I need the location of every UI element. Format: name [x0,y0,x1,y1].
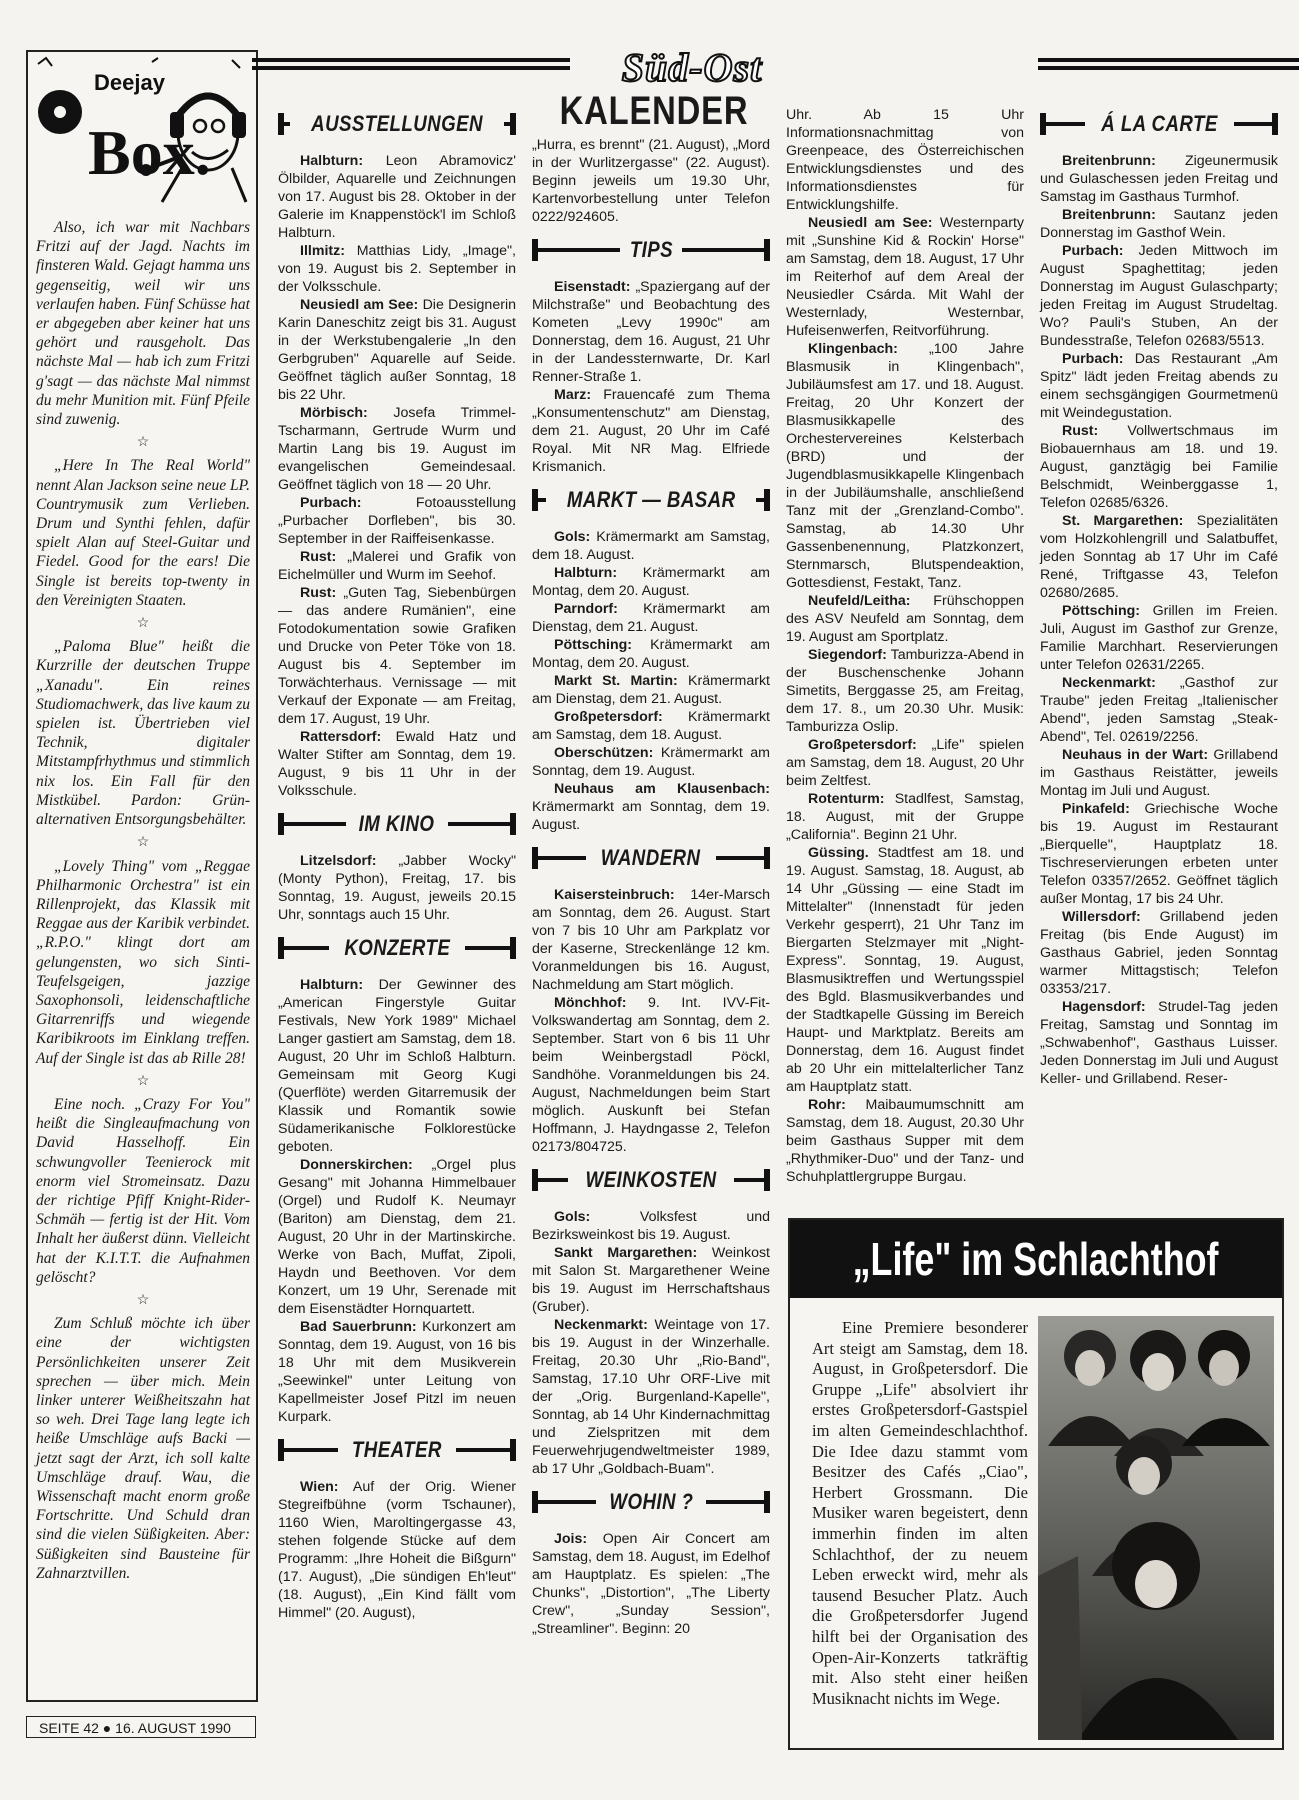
deejay-paragraph: Zum Schluß möchte ich über eine der wichtigsten Persönlichkeiten unserer Zeit sprechen — über mich. Mein linker unterer Weißheitszahn hat so weh. Drei Tage lang legte ich heiße Umschläge aufs Backi — jetzt sagt der Arzt, ich soll kalte Umschläge drauf. Wau, die Wissenschaft macht enorm große Fortschritte. Und Schuld dran sind die vielen Süßigkeiten. Aber: Süßigkeiten sind Bausteine für Zahnarztvillen. [36,1315,250,1582]
listing-text: Krämermarkt am Samstag, dem 18. August. [532,529,770,563]
section-title: THEATER [352,1437,442,1462]
listing-place: Großpetersdorf: [554,709,663,725]
listing-place: Bad Sauerbrunn: [300,1319,417,1335]
listing-entry [278,494,516,548]
listing-text: Spezialitäten vom Holzkohlengrill und Salatbuffet, jeden Sonntag ab 17 Uhr im Café René, Triftgasse 43, Telefon 02680/2685. [1040,513,1278,601]
listing-text: „Spaziergang auf der Milchstraße" und Beobachtung des Kometen „Levy 1990c" am Donnerstag, dem 16. August, 21 Uhr in der Landessternwarte, Dr. Karl Renner-Straße 1. [532,279,770,385]
listing-text: Weintage von 17. bis 19. August in der Winzerhalle. Freitag, 20.30 Uhr „Rio-Band", Samstag, 17.10 Uhr ORF-Live mit der „Orig. Burgenland-Kapelle", Sonntag, ab 14 Uhr Kindernachmittag und Zielspritzen mit dem Feuerwehrjugendweltmeister 1989, ab 17 Uhr „Goldbach-Buam". [532,1317,770,1477]
continued-text: Uhr. Ab 15 Uhr Informationsnachmittag von Greenpeace, des Österreichischen Entwicklungsdienstes und des Informationsdienstes für Entwicklungshilfe. [786,107,1024,213]
listing-entry [786,1096,1024,1186]
listing-place: Pöttsching: [554,637,633,653]
listing-entry [278,296,516,404]
listing-place: Mörbisch: [300,405,368,421]
listing-text: „Life" spielen am Samstag, dem 18. August, 20 Uhr beim Zeltfest. [786,737,1024,789]
section-events [786,214,1024,1186]
listing-text: 14er-Marsch am Sonntag, dem 26. August. Start von 7 bis 10 Uhr am Parkplatz vor der Kaserne, Streckenlänge 12 km. Voranmeldungen bis 16. August, Nachmeldung am Start möglich. [532,887,770,993]
section-title: WANDERN [601,845,701,870]
listing-text: Krämermarkt am Dienstag, dem 21. August. [532,673,770,707]
listing-place: Neckenmarkt: [554,1317,648,1333]
listing-place: St. Margarethen: [1062,513,1184,529]
listing-place: Siegendorf: [808,647,887,663]
listing-entry [278,548,516,584]
listing-entry [532,708,770,744]
listing-entry [1040,908,1278,998]
listing-place: Purbach: [1062,351,1124,367]
listing-place: Breitenbrunn: [1062,207,1156,223]
listing-place: Gols: [554,529,591,545]
section-header [532,1484,770,1520]
listing-text: Josefa Trimmel-Tscharmann, Gertrude Wurm und Martin Lang bis 19. August im evangelischen Gemeindesaal. Geöffnet täglich von 18 — 20 Uhr. [278,405,516,493]
listing-place: Hagensdorf: [1062,999,1146,1015]
listing-text: Griechische Woche bis 19. August im Restaurant „Bierquelle", Hauptplatz 18. Tischreservierungen erbeten unter Telefon 03357/2652. Geöffnet täglich außer Montag, 17 bis 24 Uhr. [1040,801,1278,907]
listing-entry [532,528,770,564]
listing-text: Leon Abramovicz' Ölbilder, Aquarelle und Zeichnungen von 17. August bis 28. Oktober in der Galerie im Knappenstöck'l im Schloß Halbturn. [278,153,516,241]
listing-place: Breitenbrunn: [1062,153,1156,169]
listing-entry [532,1208,770,1244]
listing-place: Sankt Margarethen: [554,1245,698,1261]
listing-entry [278,584,516,728]
listing-place: Rust: [300,549,337,565]
listing-text: „Malerei und Grafik von Eichelmüller und Wurm im Seehof. [278,549,516,583]
star-icon: ☆ [136,435,150,451]
listing-text: Krämermarkt am Sonntag, dem 19. August. [532,799,770,833]
listing-place: Marz: [554,387,592,403]
section-header [532,1162,770,1198]
listing-entry [532,636,770,672]
listing-entry [532,278,770,386]
listing-entry [1040,998,1278,1088]
listing-text: Sautanz jeden Donnerstag im Gasthof Wein. [1040,207,1278,241]
deejay-paragraph: Also, ich war mit Nachbars Fritzi auf der Jagd. Nachts im finsteren Wald. Gejagt hamma uns gegenseitig, weil wir uns verlaufen haben. Fünf Schüsse hat er abgegeben aber keiner hat uns gehört und rausgeholt. Das nächste Mal — hab ich zum Fritzi g'sagt — das nächste Mal nimmst du mehr Munition mit. Fünf Pfeile sind zuwenig. [36,219,250,429]
listing-text: Volksfest und Bezirksweinkost bis 19. August. [532,1209,770,1243]
section-header [532,482,770,518]
listing-text: Maibaumumschnitt am Samstag, dem 18. August, 20.30 Uhr beim Gasthaus Supper mit dem „Rhythmiker-Duo" und der Tanz- und Schuhplattlergruppe Burgau. [786,1097,1024,1185]
listing-place: Großpetersdorf: [808,737,917,753]
listing-entry [786,844,1024,1096]
section-title: WEINKOSTEN [585,1167,717,1192]
listing-entry [786,592,1024,646]
listing-text: Krämermarkt am Montag, dem 20. August. [532,565,770,599]
listing-entry [532,564,770,600]
feature-title [790,1220,1282,1298]
page-footer: SEITE 42 ● 16. AUGUST 1990 [26,1716,256,1738]
section-ausstellungen [278,152,516,800]
section-wandern [532,886,770,1156]
listing-place: Kaisersteinbruch: [554,887,675,903]
listing-place: Purbach: [300,495,362,511]
listing-text: Krämermarkt am Dienstag, dem 21. August. [532,601,770,635]
section-wohin [532,1530,770,1638]
listing-entry [1040,674,1278,746]
listing-entry [786,736,1024,790]
listing-place: Willersdorf: [1062,909,1141,925]
listing-text: Fotoausstellung „Purbacher Dorfleben", bis 30. September in der Raiffeisenkasse. [278,495,516,547]
listing-place: Halbturn: [300,977,364,993]
listing-place: Oberschützen: [554,745,654,761]
column-2 [278,100,516,1622]
listing-entry [278,1156,516,1318]
listing-entry [278,404,516,494]
section-markt [532,528,770,834]
listing-text: Stadlfest, Samstag, 18. August, mit der Gruppe „California". Beginn 21 Uhr. [786,791,1024,843]
listing-text: Der Gewinner des „American Fingerstyle Guitar Festivals, New York 1989" Michael Langer gastiert am Samstag, dem 18. August, 20 Uhr im Schloß Halbturn. Gemeinsam mit Georg Kugi (Querflöte) werden Gitarremusik der Klassik und Romantik sowie Südamerikanische Folklorestücke geboten. [278,977,516,1155]
listing-entry [532,1530,770,1638]
kalender-title-bottom: KALENDER [559,89,749,133]
listing-place: Rust: [300,585,337,601]
logo-word-box: Box. [88,117,211,188]
listing-text: „100 Jahre Blasmusik in Klingenbach", Jubiläumsfest am 17. und 18. August. Freitag, 20 Uhr Konzert der Blasmusikkapelle des Orchestervereines Kelsterbach (BRD) und der Jugendblasmusikkapelle Klingenbach in der Jubiläumshalle, anschließend Tanz mit der „Grenzland-Combo". Samstag, ab 14.30 Uhr Gassenbenennung, Platzkonzert, Sternmarsch, Blutspendeaktion, Gottesdienst, Festakt, Tanz. [786,341,1024,591]
deejay-text [36,218,250,1583]
section-title: Á LA CARTE [1100,111,1218,136]
listing-place: Güssing. [808,845,869,861]
feature-box [788,1218,1284,1750]
feature-text [812,1318,1028,1709]
listing-entry [1040,602,1278,674]
listing-place: Wien: [300,1479,339,1495]
section-header [278,806,516,842]
section-weinkosten [532,1208,770,1478]
listing-place: Neuhaus in der Wart: [1062,747,1209,763]
listing-entry [532,1244,770,1316]
column-3 [532,136,770,1638]
listing-entry [1040,512,1278,602]
section-header [532,840,770,876]
deejay-paragraph: „Here In The Real World" nennt Alan Jackson seine neue LP. Countrymusik zum Verlieben. Drum und Synthi fehlen, dafür spielt Alan auf Steel-Guitar und Fiedel. Good for the ears! Die Single ist bereits top-twenty in den Vereinigten Staaten. [36,457,250,609]
section-header [278,1432,516,1468]
listing-place: Klingenbach: [808,341,898,357]
listing-text: „Orgel plus Gesang" mit Johanna Himmelbauer (Orgel) und Rudolf K. Neumayr (Bariton) am Dienstag, dem 21. August, 20 Uhr in der Martinskirche. Werke von Bach, Muffat, Zipoli, Haydn und Beethoven. Vor dem Konzert, um 19 Uhr, Serenade mit dem Eisenstädter Hornquartett. [278,1157,516,1317]
listing-entry [786,646,1024,736]
column-4 [786,106,1024,1186]
listing-text: Tamburizza-Abend in der Buschenschenke Johann Simetits, Berggasse 25, am Freitag, dem 17. 8., um 20.30 Uhr. Musik: Tamburizza Oslip. [786,647,1024,735]
listing-place: Neckenmarkt: [1062,675,1156,691]
listing-text: Grillen im Freien. Juli, August im Gasthof zur Grenze, Familie Marchhart. Reservierungen unter Telefon 02631/2265. [1040,603,1278,673]
listing-place: Mönchhof: [554,995,627,1011]
listing-place: Purbach: [1062,243,1124,259]
listing-place: Neuhaus am Klausenbach: [554,781,770,797]
listing-entry [532,780,770,834]
listing-entry [786,340,1024,592]
listing-place: Halbturn: [300,153,364,169]
listing-text: Auf der Orig. Wiener Stegreifbühne (vorm Tschauner), 1160 Wien, Maroltingergasse 43, stehen folgende Stücke auf dem Programm: „Ihre Hoheit die Bißgurn" (17. August), „Die sündigen Eh'leut" (18. August), „Ein Kind fällt vom Himmel" (20. August), [278,1479,516,1621]
listing-entry [532,744,770,780]
section-header [1040,106,1278,142]
star-icon: ☆ [136,1073,150,1089]
section-kino [278,852,516,924]
listing-place: Neusiedl am See: [300,297,419,313]
listing-entry [278,1318,516,1426]
listing-text: Westernparty mit „Sunshine Kid & Rockin' Horse" am Samstag, dem 18. August, 17 Uhr im Reiterhof auf dem Areal der Neusiedler Csárda. Mit Wahl der Westernlady, Westernbar, Hufeisenwerfen, Reitvorführung. [786,215,1024,339]
listing-text: Strudel-Tag jeden Freitag, Samstag und Sonntag im „Schwabenhof", Gasthaus Luisser. Jeden Donnerstag im Juli und August Keller- und Grillabend. Reser- [1040,999,1278,1087]
deejay-paragraph: „Lovely Thing" vom „Reggae Philharmonic Orchestra" ist ein Rillenprojekt, das Klassik mit Reggae aus der Karibik verbindet. „R.P.O." klingt dort am gelungensten, wo sich Sinti-Teufelsgeigen, jazzige Saxophonsoli, leidenschaftliche Gitarrenriffs und wiegende Karibikroots im Einklang treffen. Auf der Single ist das ab Rille 28! [36,857,250,1067]
listing-text: Krämermarkt am Montag, dem 20. August. [532,637,770,671]
listing-place: Rohr: [808,1097,846,1113]
star-icon: ☆ [136,616,150,632]
listing-entry [1040,422,1278,512]
listing-entry [532,600,770,636]
listing-place: Litzelsdorf: [300,853,377,869]
section-title: MARKT — BASAR [566,487,736,512]
listing-text: Matthias Lidy, „Image", von 19. August bis 2. September in der Volksschule. [278,243,516,295]
listing-place: Neufeld/Leitha: [808,593,911,609]
listing-entry [532,1316,770,1478]
listing-entry [1040,350,1278,422]
feature-paragraph: Eine Premiere besonderer Art steigt am Samstag, dem 18. August, in Großpetersdorf. Die Gruppe „Life" absolviert ihr erstes Großpetersdorf-Gastspiel im alten Gemeindeschlachthof. Die Idee dazu stammt vom Besitzer des Cafés „Ciao", Herbert Grossmann. Die Musiker waren begeistert, denn immerhin finden im alten Schlachthof, der zu neuem Leben erweckt wird, mehr als tausend Besucher Platz. Auch die Großpetersdorfer Jugend hilft bei der Organisation des Open-Air-Konzerts tatkräftig mit. Also steht einer heißen Musiknacht nichts im Wege. [812,1318,1028,1708]
listing-text: „Gasthof zur Traube" jeden Freitag „Italienischer Abend", jeden Samstag „Steak-Abend", Tel. 02619/2256. [1040,675,1278,745]
listing-place: Pinkafeld: [1062,801,1130,817]
logo-word-deejay: Deejay [94,70,165,95]
listing-text: Jeden Mittwoch im August Spaghettitag; jeden Donnerstag im August Gulaschparty; jeden Freitag im August Strudeltag. Wo? Pauli's Stuben, An der Bundesstraße, Telefon 02683/5513. [1040,243,1278,349]
listing-entry [278,1478,516,1622]
feature-title-text: „Life" im Schlachthof [853,1233,1219,1285]
section-theater [278,1478,516,1622]
deejay-paragraph: Eine noch. „Crazy For You" heißt die Singleaufmachung von David Hasselhoff. Ein schwungvoller Teenierock mit enorm viel Stromeinsatz. Dazu der richtige Pfiff Knight-Rider-Schmäh — fertig ist der Hit. Vom Inhalt her äußerst dünn. Vielleicht hat der K.I.T.T. die Aufnahmen gelöscht? [36,1095,250,1286]
listing-text: „Jabber Wocky" (Monty Python), Freitag, 17. bis Sonntag, 19. August, jeweils 20.15 Uhr, sonntags auch 15 Uhr. [278,853,516,923]
star-icon: ☆ [136,835,150,851]
listing-place: Donnerskirchen: [300,1157,413,1173]
band-photo [1038,1316,1274,1740]
listing-entry [278,728,516,800]
listing-entry [532,672,770,708]
deejay-box [26,50,258,1702]
continued-text: „Hurra, es brennt" (21. August), „Mord in der Wurlitzergasse" (22. August). Beginn jeweils um 19.30 Uhr, Kartenvorbestellung unter Telefon 0222/924605. [532,137,770,225]
listing-place: Rattersdorf: [300,729,382,745]
listing-place: Markt St. Martin: [554,673,678,689]
listing-text: Krämermarkt am Samstag, dem 18. August. [532,709,770,743]
listing-entry [1040,242,1278,350]
listing-entry [786,214,1024,340]
section-header [278,106,516,142]
listing-entry [786,790,1024,844]
listing-text: Das Restaurant „Am Spitz" lädt jeden Freitag abends zu einem sechsgängigen Gourmetmenü mit Weindegustation. [1040,351,1278,421]
listing-place: Rotenturm: [808,791,885,807]
listing-place: Halbturn: [554,565,618,581]
deejay-paragraph: „Paloma Blue" heißt die Kurzrille der deutschen Truppe „Xanadu". Ein reines Studiomachwerk, das live kaum zu spielen ist. Übertrieben viel Technik, digitaler Mitstampfrhythmus und stimmlich nix los. Ein Fall für den Mistkübel. Pardon: Grün-alternativen Entsorgungsbehälter. [36,638,250,829]
listing-entry [1040,746,1278,800]
listing-entry [278,852,516,924]
section-tips [532,278,770,476]
listing-place: Illmitz: [300,243,345,259]
listing-text: Grillabend jeden Freitag (bis Ende August) im Gasthaus Gabriel, jeden Sonntag warmer Mittagstisch; Telefon 03353/217. [1040,909,1278,997]
listing-text: „Guten Tag, Siebenbürgen — das andere Rumänien", eine Fotodokumentation sowie Grafiken und Drucke von Peter Töke von 18. August bis 4. September im Torwächterhaus. Vernissage — mit Verkauf der Exponate — am Freitag, dem 17. August, 19 Uhr. [278,585,516,727]
listing-text: Zigeunermusik und Gulaschessen jeden Freitag und Samstag im Gasthaus Turmhof. [1040,153,1278,205]
column-5 [1040,100,1278,1088]
listing-text: Frauencafé zum Thema „Konsumentenschutz" am Dienstag, dem 21. August, 20 Uhr im Café Royal. Mit NR Mag. Elfriede Krismanich. [532,387,770,475]
listing-place: Rust: [1062,423,1099,439]
listing-entry [278,976,516,1156]
section-title: AUSSTELLUNGEN [311,111,483,136]
section-title: IM KINO [359,811,435,836]
listing-place: Eisenstadt: [554,279,631,295]
listing-text: Weinkost mit Salon St. Margarethener Weine bis 19. August im Herrschaftshaus (Gruber). [532,1245,770,1315]
listing-entry [532,886,770,994]
listing-text: Frühschoppen des ASV Neufeld am Sonntag, dem 19. August am Sportplatz. [786,593,1024,645]
section-title: KONZERTE [344,935,450,960]
section-header [278,930,516,966]
listing-text: Grillabend im Gasthaus Reistätter, jeweils Montag im Juli und August. [1040,747,1278,799]
section-title: TIPS [629,237,673,262]
listing-entry [1040,800,1278,908]
section-header [532,232,770,268]
listing-place: Gols: [554,1209,591,1225]
listing-text: Open Air Concert am Samstag, dem 18. August, im Edelhof am Hauptplatz. Es spielen: „The Chunks", „Distortion", „The Liberty Crew", „Sunday Session", „Streamliner". Beginn: 20 [532,1531,770,1637]
listing-place: Jois: [554,1531,588,1547]
kalender-title-top: Süd-Ost [621,45,763,90]
listing-entry [278,152,516,242]
listing-place: Pöttsching: [1062,603,1141,619]
listing-text: Die Designerin Karin Daneschitz zeigt bis 31. August in der Werkstubengalerie „In den Gerbgruben" Aquarelle auf Seide. Geöffnet täglich außer Sonntag, 18 bis 22 Uhr. [278,297,516,403]
listing-text: Vollwertschmaus im Biobauernhaus am 18. und 19. August, ganztägig bei Familie Belschmidt, Weinberggasse 1, Telefon 02685/6326. [1040,423,1278,511]
listing-text: Ewald Hatz und Walter Stifter am Sonntag, dem 19. August, 9 bis 11 Uhr in der Volksschule. [278,729,516,799]
listing-entry [1040,152,1278,206]
listing-place: Parndorf: [554,601,618,617]
listing-text: 9. Int. IVV-Fit-Volkswandertag am Sonntag, dem 2. September. Start von 6 bis 11 Uhr beim Weinbergstadl Pöckl, Sandhöhe. Voranmeldungen bis 24. August, Nachmeldungen beim Start möglich. Auskunft bei Stefan Hoffmann, J. Haydngasse 2, Telefon 02173/804725. [532,995,770,1155]
listing-place: Neusiedl am See: [808,215,933,231]
listing-entry [278,242,516,296]
deejay-logo [32,56,252,204]
listing-entry [532,386,770,476]
listing-entry [532,994,770,1156]
listing-text: Kurkonzert am Sonntag, dem 19. August, von 16 bis 18 Uhr mit dem Musikverein „Seewinkel" unter Leitung von Kapellmeister Josef Pitzl im neuen Kurpark. [278,1319,516,1425]
star-icon: ☆ [136,1292,150,1308]
section-a-la-carte [1040,152,1278,1088]
listing-text: Krämermarkt am Sonntag, dem 19. August. [532,745,770,779]
section-konzerte [278,976,516,1426]
listing-text: Stadtfest am 18. und 19. August. Samstag, 18. August, ab 14 Uhr „Güssing — eine Stadt im Mittelalter" (Innenstadt für jeden Verkehr gesperrt), 21 Uhr Tanz im Biergarten Stelzmayer mit „Night-Express". Sonntag, 19. August, Blasmusiktreffen und Wertungsspiel des Bgld. Blasmusikverbandes und der Stadtkapelle Güssing im Bereich Haupt- und Marktplatz. Bereits am Donnerstag, dem 16. August findet ab 20 Uhr ein mittelalterlicher Tanz am Hauptplatz statt. [786,845,1024,1095]
listing-entry [1040,206,1278,242]
section-title: WOHIN ? [609,1489,694,1514]
